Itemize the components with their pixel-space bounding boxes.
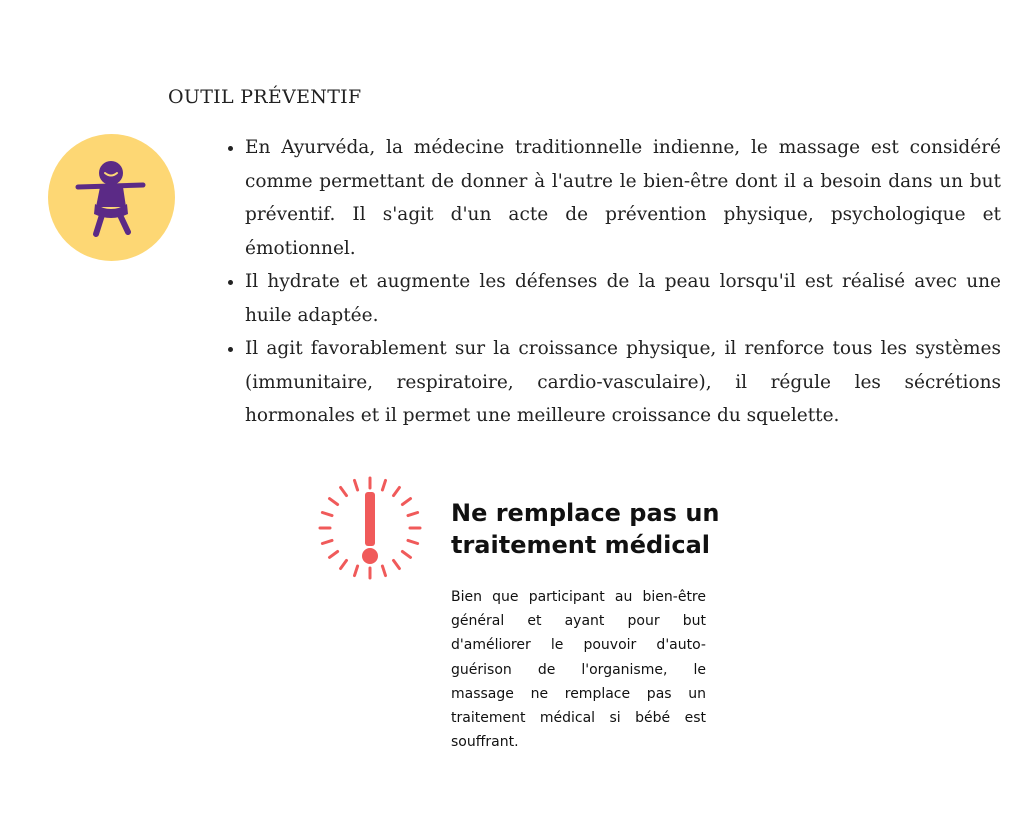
burst-ray [408,540,418,543]
baby-icon-badge [48,134,175,261]
warning-title: Ne remplace pas un traitement médical [451,499,720,559]
burst-ray [382,480,385,490]
section-title: OUTIL PRÉVENTIF [168,86,362,108]
burst-ray [322,540,332,543]
burst-ray [355,566,358,576]
exclamation-icon [316,476,426,586]
burst-ray [341,560,347,568]
baby-icon [48,134,175,261]
burst-ray [408,513,418,516]
list-item: • En Ayurvéda, la médecine traditionnelle indienne, le massage est considéré comme permettant de donner à l'autre le bien-être dont il a besoin dans un but préventif. Il s'agit d'un acte de prévention physique, psychologique et émotionnel. [245,131,1001,265]
burst-ray [402,499,410,505]
burst-ray [341,488,347,496]
burst-ray [394,488,400,496]
burst-ray [402,552,410,558]
bullet-list [221,131,1001,433]
burst-ray [330,499,338,505]
burst-ray [382,566,385,576]
list-item: • Il agit favorablement sur la croissance physique, il renforce tous les systèmes (immunitaire, respiratoire, cardio-vasculaire), il régule les sécrétions hormonales et il permet une meilleure croissance du squelette. [245,332,1001,433]
warning-text: Bien que participant au bien-être général et ayant pour but d'améliorer le pouvoir d'auto-guérison de l'organisme, le massage ne remplace pas un traitement médical si bébé est souffrant. [451,589,706,751]
list-item: • Il hydrate et augmente les défenses de la peau lorsqu'il est réalisé avec une huile adaptée. [245,265,1001,332]
burst-ray [394,560,400,568]
burst-ray [355,480,358,490]
burst-ray [322,513,332,516]
burst-ray [330,552,338,558]
